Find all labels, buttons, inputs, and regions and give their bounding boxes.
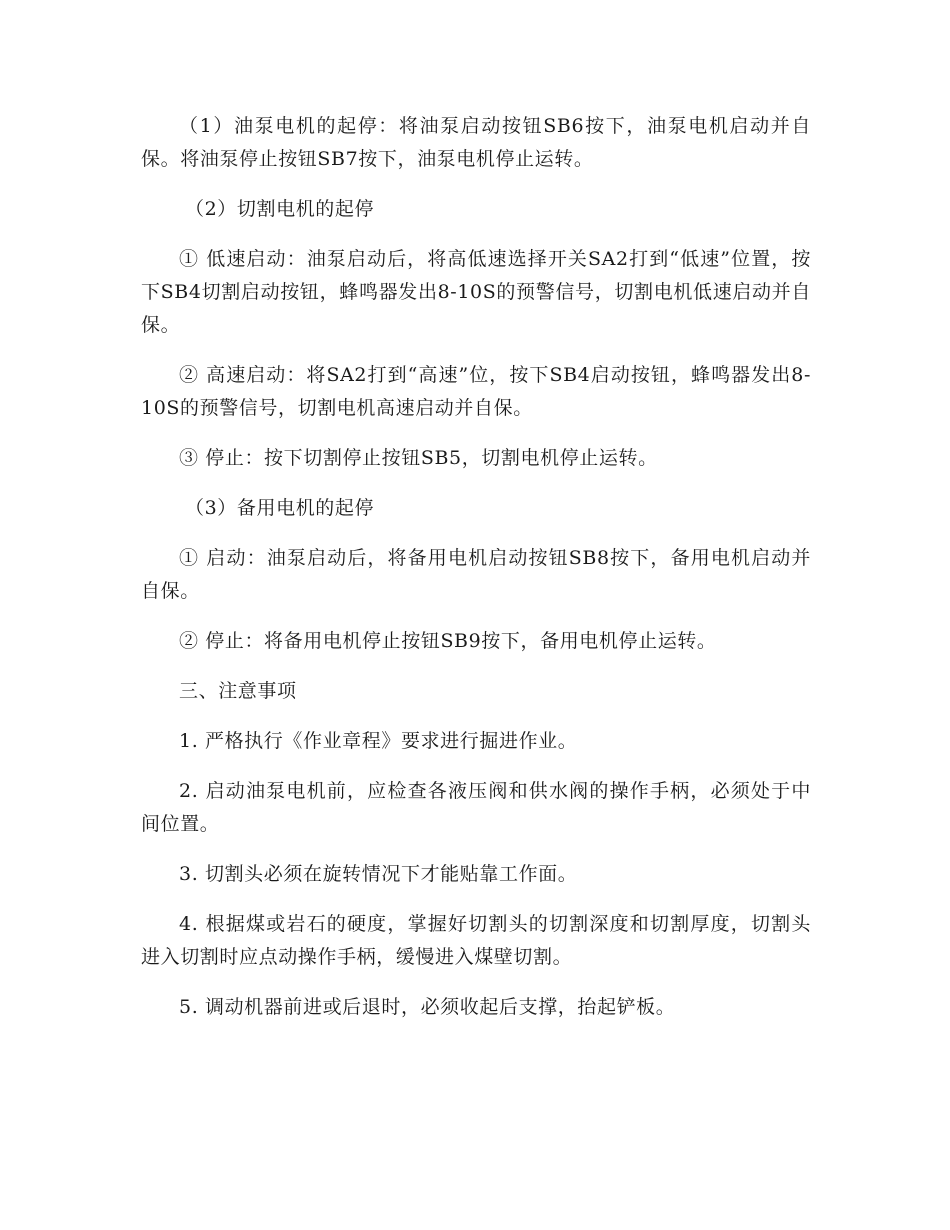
paragraph-backup-stop: ② 停止：将备用电机停止按钮SB9按下，备用电机停止运转。 — [179, 630, 717, 652]
paragraph-low-speed-start: ① 低速启动：油泵启动后，将高低速选择开关SA2打到“低速”位置，按下SB4切割启动按钮，蜂鸣器发出8-10S的预警信号，切割电机低速启动并自保。 — [141, 248, 811, 336]
paragraph-backup-start: ① 启动：油泵启动后，将备用电机启动按钮SB8按下，备用电机启动并自保。 — [141, 547, 811, 602]
heading-precautions: 三、注意事项 — [179, 680, 297, 702]
list-item-5: 5. 调动机器前进或后退时，必须收起后支撑，抬起铲板。 — [179, 996, 676, 1018]
document-body — [141, 110, 811, 1041]
paragraph-high-speed-start: ② 高速启动：将SA2打到“高速”位，按下SB4启动按钮，蜂鸣器发出8-10S的预警信号，切割电机高速启动并自保。 — [141, 364, 811, 419]
paragraph-oil-pump-start-stop: （1）油泵电机的起停：将油泵启动按钮SB6按下，油泵电机启动并自保。将油泵停止按钮SB7按下，油泵电机停止运转。 — [141, 115, 811, 170]
heading-cutting-motor: （2）切割电机的起停 — [185, 198, 375, 220]
list-item-1: 1. 严格执行《作业章程》要求进行掘进作业。 — [179, 730, 578, 752]
heading-backup-motor: （3）备用电机的起停 — [185, 497, 375, 519]
paragraph-cutting-stop: ③ 停止：按下切割停止按钮SB5，切割电机停止运转。 — [179, 447, 658, 469]
list-item-2: 2. 启动油泵电机前，应检查各液压阀和供水阀的操作手柄，必须处于中间位置。 — [141, 780, 811, 835]
list-item-4: 4. 根据煤或岩石的硬度，掌握好切割头的切割深度和切割厚度，切割头进入切割时应点动操作手柄，缓慢进入煤壁切割。 — [141, 913, 811, 968]
list-item-3: 3. 切割头必须在旋转情况下才能贴靠工作面。 — [179, 863, 578, 885]
